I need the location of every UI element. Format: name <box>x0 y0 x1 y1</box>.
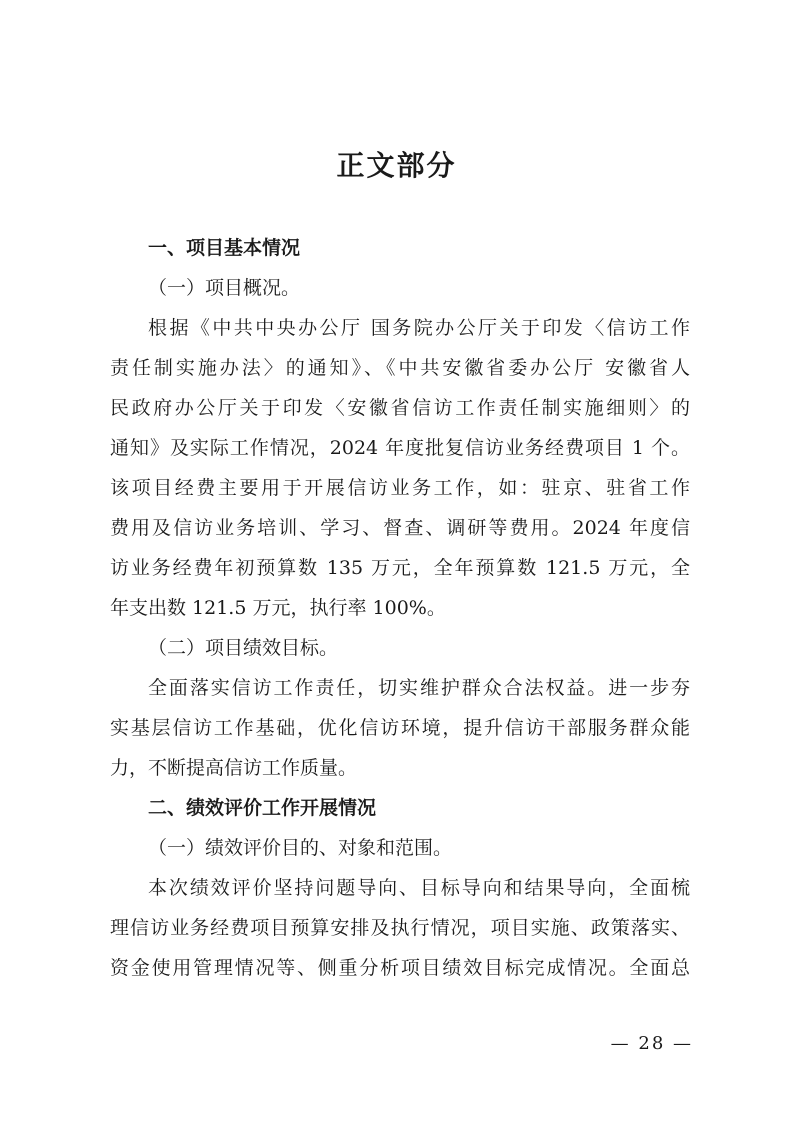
text-line: 年支出数 121.5 万元，执行率 100%。 <box>110 597 446 619</box>
text-line: 费用及信访业务培训、学习、督查、调研等费用。2024 年度信 <box>110 517 690 539</box>
page-title: 正文部分 <box>336 149 457 182</box>
text-line: 资金使用管理情况等、侧重分析项目绩效目标完成情况。全面总 <box>110 957 690 979</box>
page-number: — 28 — <box>610 1033 693 1054</box>
text-line: （二）项目绩效目标。 <box>148 637 339 659</box>
text-line: 实基层信访工作基础，优化信访环境，提升信访干部服务群众能 <box>110 717 690 739</box>
text-line: 根据《中共中央办公厅 国务院办公厅关于印发〈信访工作 <box>148 317 690 339</box>
text-line: 力，不断提高信访工作质量。 <box>110 757 358 779</box>
text-line: 责任制实施办法〉的通知》、《中共安徽省委办公厅 安徽省人 <box>110 357 690 379</box>
text-line: 理信访业务经费项目预算安排及执行情况，项目实施、政策落实、 <box>110 917 690 939</box>
text-line: 通知》及实际工作情况，2024 年度批复信访业务经费项目 1 个。 <box>110 437 690 459</box>
text-line: 全面落实信访工作责任，切实维护群众合法权益。进一步夯 <box>148 677 690 699</box>
text-line: （一）项目概况。 <box>148 277 301 299</box>
document-body <box>110 228 690 988</box>
text-line: 民政府办公厅关于印发〈安徽省信访工作责任制实施细则〉的 <box>110 397 690 419</box>
text-line: 访业务经费年初预算数 135 万元，全年预算数 121.5 万元，全 <box>110 557 690 579</box>
text-line: 本次绩效评价坚持问题导向、目标导向和结果导向，全面梳 <box>148 877 690 899</box>
section-heading: 二、绩效评价工作开展情况 <box>148 797 377 819</box>
section-heading: 一、项目基本情况 <box>148 237 301 259</box>
text-line: （一）绩效评价目的、对象和范围。 <box>148 837 453 859</box>
text-line: 该项目经费主要用于开展信访业务工作，如：驻京、驻省工作 <box>110 477 690 499</box>
